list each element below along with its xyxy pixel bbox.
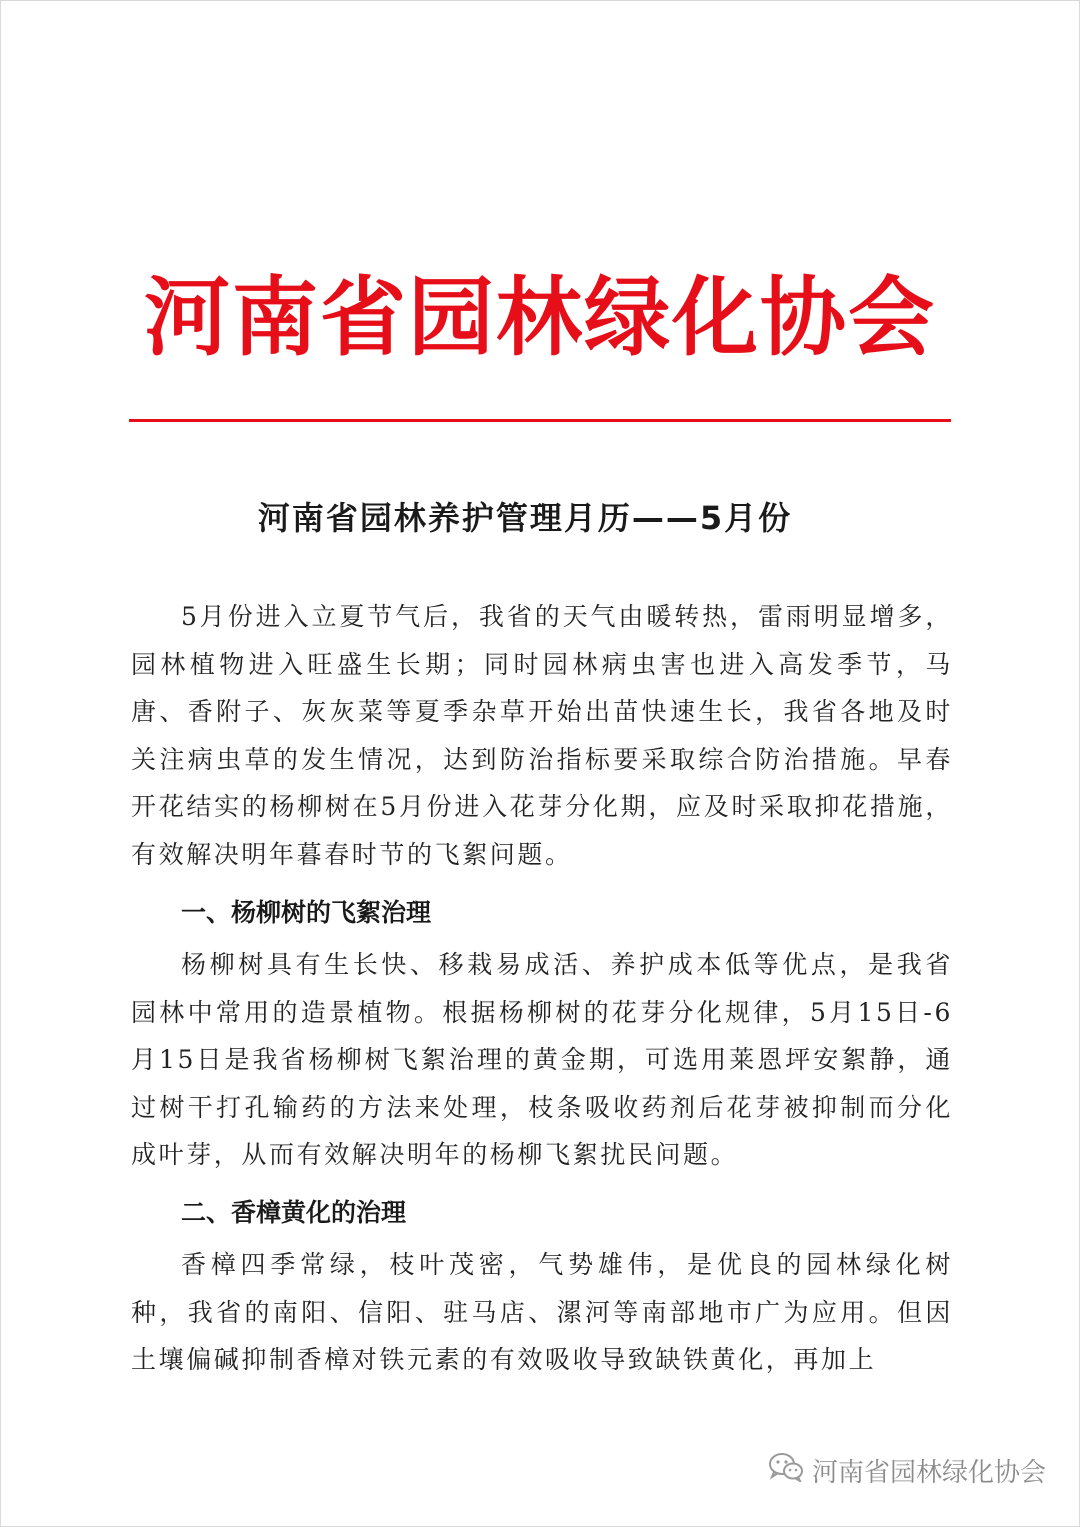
section-heading: 二、香樟黄化的治理 (181, 1198, 407, 1227)
watermark-text: 河南省园林绿化协会 (811, 1458, 1046, 1488)
section-1-body (131, 941, 953, 1179)
section-2 (131, 1186, 953, 1240)
section-paragraph: 杨柳树具有生长快、移栽易成活、养护成本低等优点，是我省园林中常用的造景植物。根据杨柳树的花芽分化规律，5月15日-6月15日是我省杨柳树飞絮治理的黄金期，可选用莱恩坪安絮静，通过树干打孔输药的方法来处理，枝条吸收药剂后花芽被抑制而分化成叶芽，从而有效解决明年的杨柳飞絮扰民问题。 (131, 950, 953, 1169)
section-2-body (131, 1241, 953, 1384)
document-body (131, 593, 953, 878)
section-1 (131, 886, 953, 940)
header-divider (129, 419, 951, 422)
wechat-watermark (768, 1452, 1046, 1489)
section-heading: 一、杨柳树的飞絮治理 (181, 898, 432, 927)
document-title: 河南省园林养护管理月历——5月份 (257, 499, 793, 537)
intro-paragraph: 5月份进入立夏节气后，我省的天气由暖转热，雷雨明显增多，园林植物进入旺盛生长期；同时园林病虫害也进入高发季节，马唐、香附子、灰灰菜等夏季杂草开始出苗快速生长，我省各地及时关注病虫草的发生情况，达到防治指标要采取综合防治措施。早春开花结实的杨柳树在5月份进入花芽分化期，应及时采取抑花措施，有效解决明年暮春时节的飞絮问题。 (131, 602, 953, 869)
section-paragraph: 香樟四季常绿，枝叶茂密，气势雄伟，是优良的园林绿化树种，我省的南阳、信阳、驻马店、漯河等南部地市广为应用。但因土壤偏碱抑制香樟对铁元素的有效吸收导致缺铁黄化，再加上 (131, 1250, 953, 1374)
org-header-title: 河南省园林绿化协会 (144, 267, 936, 368)
wechat-icon (768, 1452, 804, 1489)
